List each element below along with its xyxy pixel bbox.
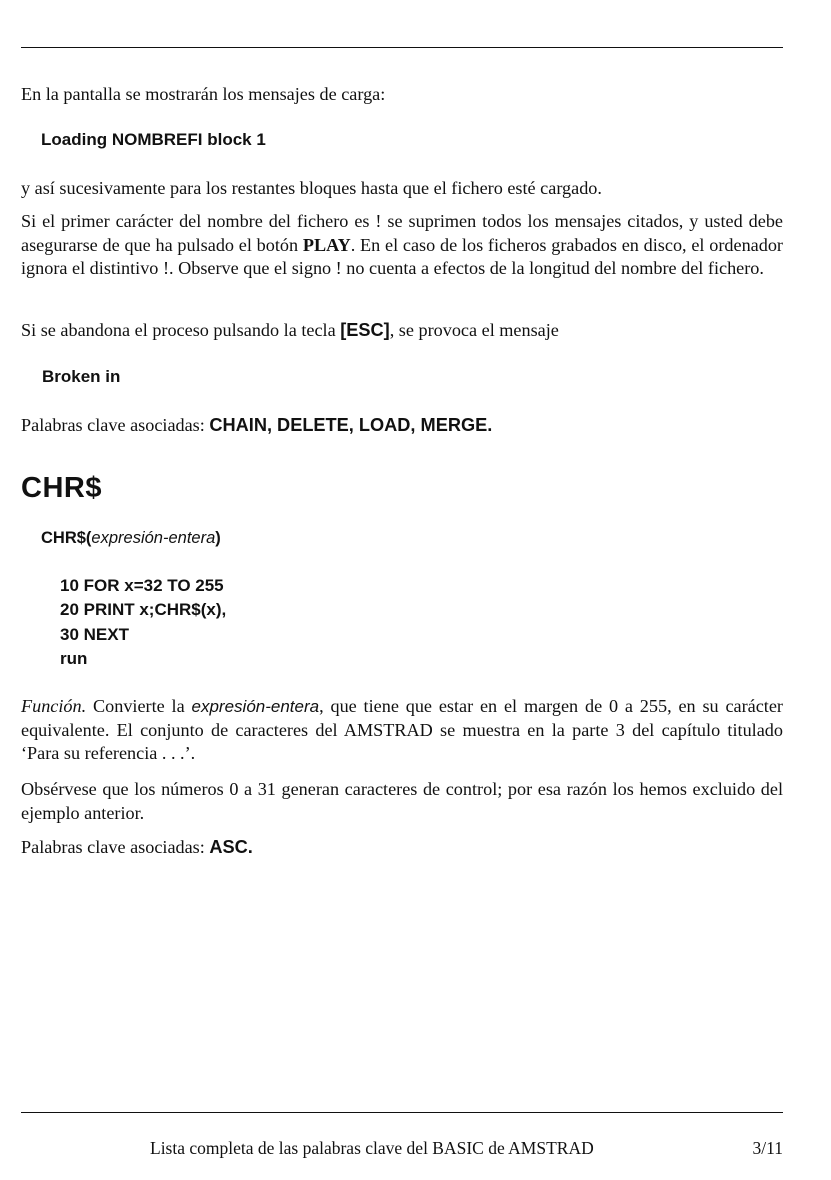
argument-name: expresión-entera: [191, 697, 320, 716]
bottom-rule: [21, 1112, 783, 1113]
footer-title: Lista completa de las palabras clave del BASIC de AMSTRAD: [150, 1138, 594, 1158]
text-run: , que tiene que estar en el margen de 0 a 255, en su carácter equivalente. El conjunto de caracteres del AMSTRAD se muestra en la parte 3 del capítulo titulado ‘Para su referencia . . .’.: [21, 696, 783, 763]
related-keywords-2: [21, 836, 783, 860]
text-run: Si se abandona el proceso pulsando la tecla: [21, 320, 341, 340]
paragraph-function: [21, 695, 783, 766]
paragraph-loading-intro: En la pantalla se mostrarán los mensajes de carga:: [21, 84, 386, 104]
paragraph-control-chars: Obsérvese que los números 0 a 31 generan caracteres de control; por esa razón los hemos excluido del ejemplo anterior.: [21, 779, 783, 823]
related-keywords-1: [21, 414, 783, 438]
related-keywords-value: ASC.: [209, 837, 253, 857]
related-keywords-label: Palabras clave asociadas:: [21, 837, 210, 857]
related-keywords-label: Palabras clave asociadas:: [21, 415, 210, 435]
esc-key: [ESC]: [340, 320, 390, 340]
text-run: , se provoca el mensaje: [389, 320, 559, 340]
code-example: [60, 574, 226, 671]
code-line: 20 PRINT x;CHR$(x),: [60, 600, 227, 620]
paragraph-successive-blocks: y así sucesivamente para los restantes bloques hasta que el fichero esté cargado.: [21, 178, 602, 198]
page-number: 3/11: [752, 1138, 783, 1158]
paragraph-suppress-messages: [21, 210, 783, 281]
section-title: CHR$: [21, 472, 102, 504]
loading-message: Loading NOMBREFI block 1: [41, 130, 266, 149]
syntax-close: ): [215, 529, 221, 547]
code-line: 10 FOR x=32 TO 255: [60, 576, 224, 595]
top-rule: [21, 47, 783, 48]
related-keywords-value: CHAIN, DELETE, LOAD, MERGE.: [209, 415, 493, 435]
play-keyword: PLAY: [302, 234, 351, 255]
code-line: run: [60, 648, 88, 668]
code-line: 30 NEXT: [60, 624, 129, 644]
syntax-keyword: CHR$(: [41, 529, 92, 547]
paragraph-esc: [21, 319, 783, 343]
function-label: Función.: [21, 696, 87, 716]
syntax-line: [41, 528, 221, 548]
broken-message: Broken in: [42, 367, 121, 386]
text-run: . En el caso de los ficheros grabados en disco, el ordenador ignora el distintivo !. Observe que el signo ! no cuenta a efectos de la longitud del nombre del fichero.: [21, 234, 783, 278]
text-run: Si el primer carácter del nombre del fichero es ! se suprimen todos los mensajes citados, y usted debe asegurarse de que ha pulsado el botón: [21, 211, 783, 255]
syntax-argument: expresión-entera: [91, 529, 216, 547]
text-run: Convierte la: [86, 696, 192, 716]
